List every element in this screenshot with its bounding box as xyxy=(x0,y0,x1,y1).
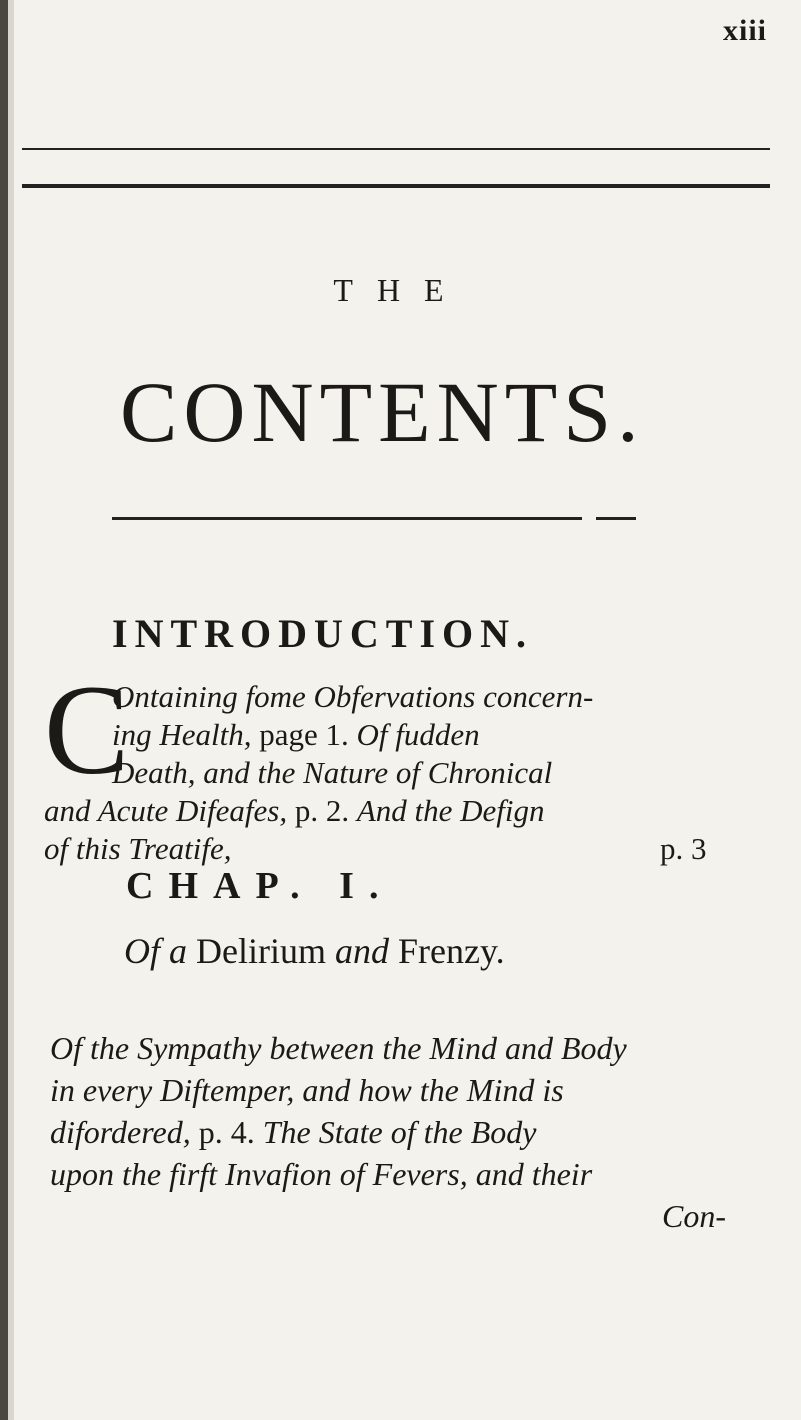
intro-line-5a: of this Treatife, xyxy=(44,831,232,866)
chapter-heading: CHAP. I. xyxy=(126,865,394,907)
intro-line-4-c: And the Defign xyxy=(356,793,545,828)
chapter-line-3-c: The State of the Body xyxy=(262,1114,537,1150)
intro-line-4 xyxy=(44,792,545,830)
intro-line-2-b: page 1. xyxy=(251,717,357,752)
intro-line-4-b: p. 2. xyxy=(287,793,357,828)
subtitle-and: and xyxy=(334,931,389,971)
title-rule-right xyxy=(596,517,636,520)
chapter-subtitle xyxy=(124,930,505,972)
chapter-line-1: Of the Sympathy between the Mind and Body xyxy=(50,1030,627,1066)
introduction-heading: INTRODUCTION. xyxy=(112,611,534,656)
intro-line-3: Death, and the Nature of Chronical xyxy=(112,755,553,790)
top-rule-thick xyxy=(22,184,770,188)
intro-line-1: Ontaining fome Obfervations concern- xyxy=(112,679,594,714)
page-edge-margin xyxy=(8,0,14,1420)
drop-cap: C xyxy=(44,659,130,801)
chapter-line-4: upon the firft Invafion of Fevers, and their xyxy=(50,1156,593,1192)
intro-line-5b: p. 3 xyxy=(660,831,707,866)
catchword: Con- xyxy=(662,1198,726,1234)
chapter-line-3-b: p. 4. xyxy=(190,1114,263,1150)
page-edge-shadow xyxy=(0,0,8,1420)
intro-line-4-a: and Acute Difeafes, xyxy=(44,793,288,828)
chapter-line-3 xyxy=(50,1114,536,1151)
intro-line-2 xyxy=(112,716,480,754)
subtitle-delirium: Delirium xyxy=(187,931,335,971)
intro-line-2-a: ing Health, xyxy=(112,717,252,752)
subtitle-of: Of a xyxy=(124,931,187,971)
title-the: THE xyxy=(333,272,468,308)
page-title: CONTENTS. xyxy=(120,364,645,460)
intro-line-2-c: Of fudden xyxy=(356,717,480,752)
top-rule-thin xyxy=(22,148,770,150)
subtitle-frenzy: Frenzy. xyxy=(388,931,505,971)
chapter-line-3-a: difordered, xyxy=(50,1114,191,1150)
page-number: xiii xyxy=(722,14,767,47)
title-rule xyxy=(112,517,582,520)
chapter-line-2: in every Diftemper, and how the Mind is xyxy=(50,1072,564,1108)
